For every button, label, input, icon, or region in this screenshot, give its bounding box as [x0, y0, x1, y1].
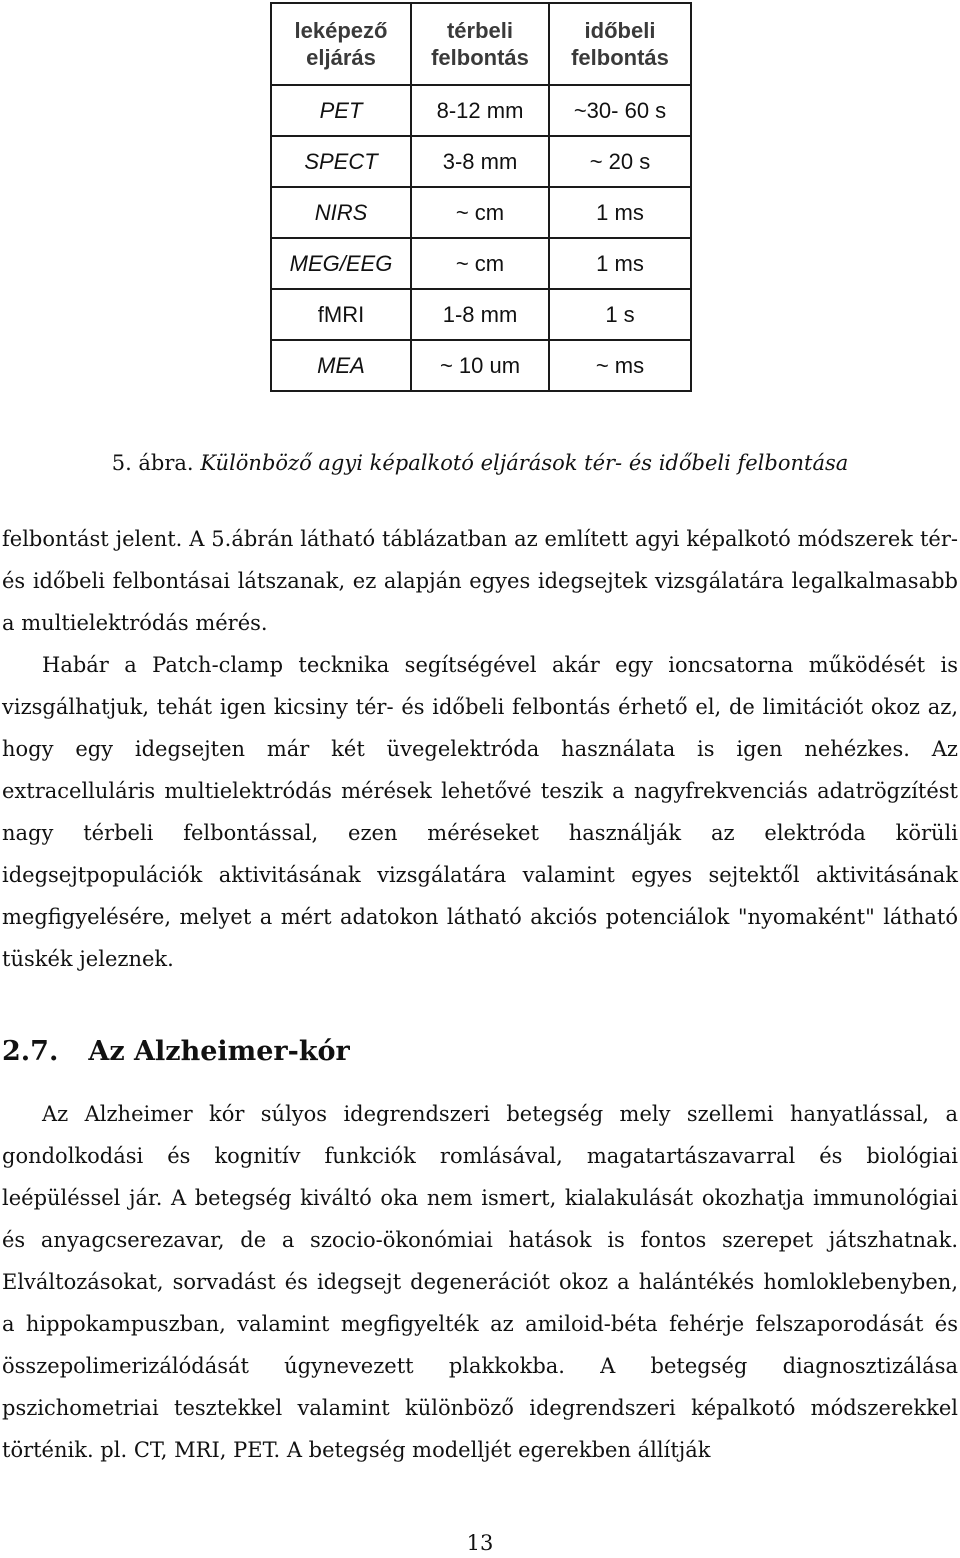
table-cell-temporal: ~ ms [549, 340, 691, 391]
header-temporal-resolution: időbeli felbontás [549, 3, 691, 85]
table-header-row [271, 3, 691, 85]
section-heading [2, 1030, 350, 1074]
table-cell-spatial: ~ cm [411, 187, 549, 238]
table-row [271, 187, 691, 238]
page-number: 13 [466, 1531, 494, 1555]
figure-caption-label: 5. ábra. [111, 451, 194, 475]
table-cell-method: SPECT [271, 136, 411, 187]
table-row [271, 136, 691, 187]
table-cell-spatial: 1-8 mm [411, 289, 549, 340]
table-cell-temporal: 1 ms [549, 187, 691, 238]
body-text-section [2, 1093, 958, 1471]
table-cell-temporal: ~ 20 s [549, 136, 691, 187]
paragraph: felbontást jelent. A 5.ábrán látható táblázatban az említett agyi képalkotó módszerek tér- és időbeli felbontásai látszanak, ez alapján egyes idegsejtek vizsgálatára legalkalmasabb a multielektródás mérés. [2, 527, 958, 635]
table-cell-method: fMRI [271, 289, 411, 340]
table-cell-method: PET [271, 85, 411, 136]
paragraph: Habár a Patch-clamp tecknika segítségével akár egy ioncsatorna működését is vizsgálhatjuk, tehát igen kicsiny tér- és időbeli felbontás érhető el, de limitációt okoz az, hogy egy idegsejten már két üvegelektróda használata is igen nehézkes. Az extracelluláris multielektródás mérések lehetővé teszik a nagyfrekvenciás adatrögzítést nagy térbeli felbontással, ezen méréseket használják az elektróda körüli idegsejtpopulációk aktivitásának vizsgálatára valamint egyes sejtektől aktivitásának megfigyelésére, melyet a mért adatokon látható akciós potenciálok "nyomaként" látható tüskék jeleznek. [2, 653, 958, 971]
table-row [271, 289, 691, 340]
table-cell-temporal: ~30- 60 s [549, 85, 691, 136]
table-cell-spatial: ~ 10 um [411, 340, 549, 391]
header-method: leképező eljárás [271, 3, 411, 85]
figure-caption-text: Különböző agyi képalkotó eljárások tér- és időbeli felbontása [200, 451, 849, 475]
table-row [271, 85, 691, 136]
table-cell-temporal: 1 ms [549, 238, 691, 289]
resolution-table [270, 2, 692, 392]
header-spatial-resolution: térbeli felbontás [411, 3, 549, 85]
table-cell-method: NIRS [271, 187, 411, 238]
table-cell-spatial: 8-12 mm [411, 85, 549, 136]
table-row [271, 238, 691, 289]
table-cell-method: MEG/EEG [271, 238, 411, 289]
table-cell-spatial: 3-8 mm [411, 136, 549, 187]
table-row [271, 340, 691, 391]
body-text-upper [2, 518, 958, 980]
table-cell-method: MEA [271, 340, 411, 391]
table-cell-spatial: ~ cm [411, 238, 549, 289]
paragraph: Az Alzheimer kór súlyos idegrendszeri betegség mely szellemi hanyatlással, a gondolkodási és kognitív funkciók romlásával, magatartászavarral és biológiai leépüléssel jár. A betegség kiváltó oka nem ismert, kialakulását okozhatja immunológiai és anyagcserezavar, de a szocio-ökonómiai hatások is fontos szerepet játszhatnak. Elváltozásokat, sorvadást és idegsejt degenerációt okoz a halántékés homloklebenyben, a hippokampuszban, valamint megfigyelték az amiloid-béta fehérje felszaporodását és összepolimerizálódását úgynevezett plakkokba. A betegség diagnosztizálása pszichometriai tesztekkel valamint különböző idegrendszeri képalkotó módszerekkel történik. pl. CT, MRI, PET. A betegség modelljét egerekben állítják [2, 1102, 958, 1462]
table-cell-temporal: 1 s [549, 289, 691, 340]
section-title: Az Alzheimer-kór [88, 1036, 350, 1067]
figure-caption [0, 448, 960, 478]
section-number: 2.7. [2, 1036, 59, 1067]
